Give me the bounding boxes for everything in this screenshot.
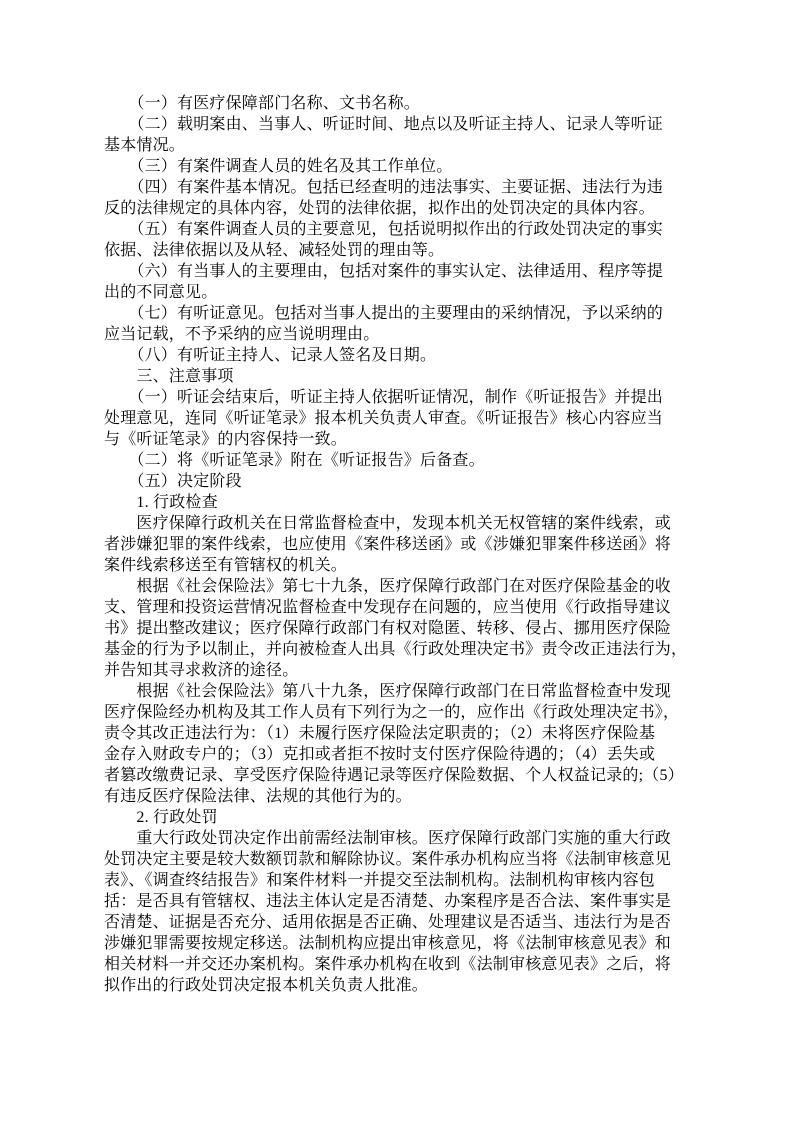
text-line: 处理意见，连同《听证笔录》报本机关负责人审查。《听证报告》核心内容应当 [104, 410, 664, 427]
text-line: （四）有案件基本情况。包括已经查明的违法事实、主要证据、违法行为违 [104, 179, 664, 196]
text-line: （一）有医疗保障部门名称、文书名称。 [104, 95, 421, 112]
text-line: 涉嫌犯罪需要按规定移送。法制机构应提出审核意见，将《法制审核意见表》和 [104, 935, 672, 952]
text-line: 依据、法律依据以及从轻、减轻处罚的理由等。 [104, 242, 445, 259]
text-line: 根据《社会保险法》第七十九条，医疗保障行政部门在对医疗保险基金的收 [104, 578, 672, 595]
text-line: 相关材料一并交还办案机构。案件承办机构在收到《法制审核意见表》之后，将 [104, 956, 672, 973]
text-line: 责令其改正违法行为：（1）未履行医疗保险法定职责的；（2）未将医疗保险基 [104, 725, 656, 742]
text-line: 金存入财政专户的；（3）克扣或者拒不按时支付医疗保险待遇的；（4）丢失或 [104, 746, 656, 763]
text-line: 有违反医疗保险法律、法规的其他行为的。 [104, 788, 412, 805]
text-line: （五）有案件调查人员的主要意见，包括说明拟作出的行政处罚决定的事实 [104, 221, 664, 238]
text-line: （五）决定阶段 [104, 473, 242, 490]
text-line: 者涉嫌犯罪的案件线索，也应使用《案件移送函》或《涉嫌犯罪案件移送函》将 [104, 536, 672, 553]
text-line: （三）有案件调查人员的姓名及其工作单位。 [104, 158, 453, 175]
text-line: 反的法律规定的具体内容，处罚的法律依据，拟作出的处罚决定的具体内容。 [104, 200, 655, 217]
text-line: 根据《社会保险法》第八十九条，医疗保障行政部门在日常监督检查中发现 [104, 683, 672, 700]
text-line: 拟作出的行政处罚决定报本机关负责人批准。 [104, 977, 429, 994]
text-line: 表》、《调查终结报告》和案件材料一并提交至法制机构。法制机构审核内容包 [104, 872, 656, 889]
text-line: 应当记载，不予采纳的应当说明理由。 [104, 326, 380, 343]
text-line: 否清楚、证据是否充分、适用依据是否正确、处理建议是否适当、违法行为是否 [104, 914, 672, 931]
text-line: （二）载明案由、当事人、听证时间、地点以及听证主持人、记录人等听证 [104, 116, 664, 133]
text-line: 支、管理和投资运营情况监督检查中发现存在问题的，应当使用《行政指导建议 [104, 599, 672, 616]
text-line: （八）有听证主持人、记录人签名及日期。 [104, 347, 437, 364]
text-line: 并告知其寻求救济的途径。 [104, 662, 299, 679]
text-line: 处罚决定主要是较大数额罚款和解除协议。案件承办机构应当将《法制审核意见 [104, 851, 672, 868]
text-line: 医疗保障行政机关在日常监督检查中，发现本机关无权管辖的案件线索，或 [104, 515, 672, 532]
text-line: 医疗保险经办机构及其工作人员有下列行为之一的，应作出《行政处理决定书》， [104, 704, 680, 721]
text-line: 书》提出整改建议；医疗保障行政部门有权对隐匿、转移、侵占、挪用医疗保险 [104, 620, 672, 637]
document-content [104, 93, 688, 996]
text-line: 1. 行政检查 [104, 494, 218, 511]
text-line: 出的不同意见。 [104, 284, 218, 301]
text-line: 括：是否具有管辖权、违法主体认定是否清楚、办案程序是否合法、案件事实是 [104, 893, 672, 910]
text-line: 案件线索移送至有管辖权的机关。 [104, 557, 348, 574]
text-line: 基本情况。 [104, 137, 186, 154]
text-line: 与《听证笔录》的内容保持一致。 [104, 431, 348, 448]
text-line: 三、注意事项 [104, 368, 234, 385]
text-line: （六）有当事人的主要理由，包括对案件的事实认定、法律适用、程序等提 [104, 263, 664, 280]
text-line: 2. 行政处罚 [104, 809, 218, 826]
text-line: （七）有听证意见。包括对当事人提出的主要理由的采纳情况，予以采纳的 [104, 305, 664, 322]
text-line: （一）听证会结束后，听证主持人依据听证情况，制作《听证报告》并提出 [104, 389, 664, 406]
text-line: 基金的行为予以制止，并向被检查人出具《行政处理决定书》责令改正违法行为， [104, 641, 688, 658]
text-line: 重大行政处罚决定作出前需经法制审核。医疗保障行政部门实施的重大行政 [104, 830, 672, 847]
text-line: （二）将《听证笔录》附在《听证报告》后备查。 [104, 452, 485, 469]
text-line: 者篡改缴费记录、享受医疗保险待遇记录等医疗保险数据、个人权益记录的;（5） [104, 767, 684, 784]
